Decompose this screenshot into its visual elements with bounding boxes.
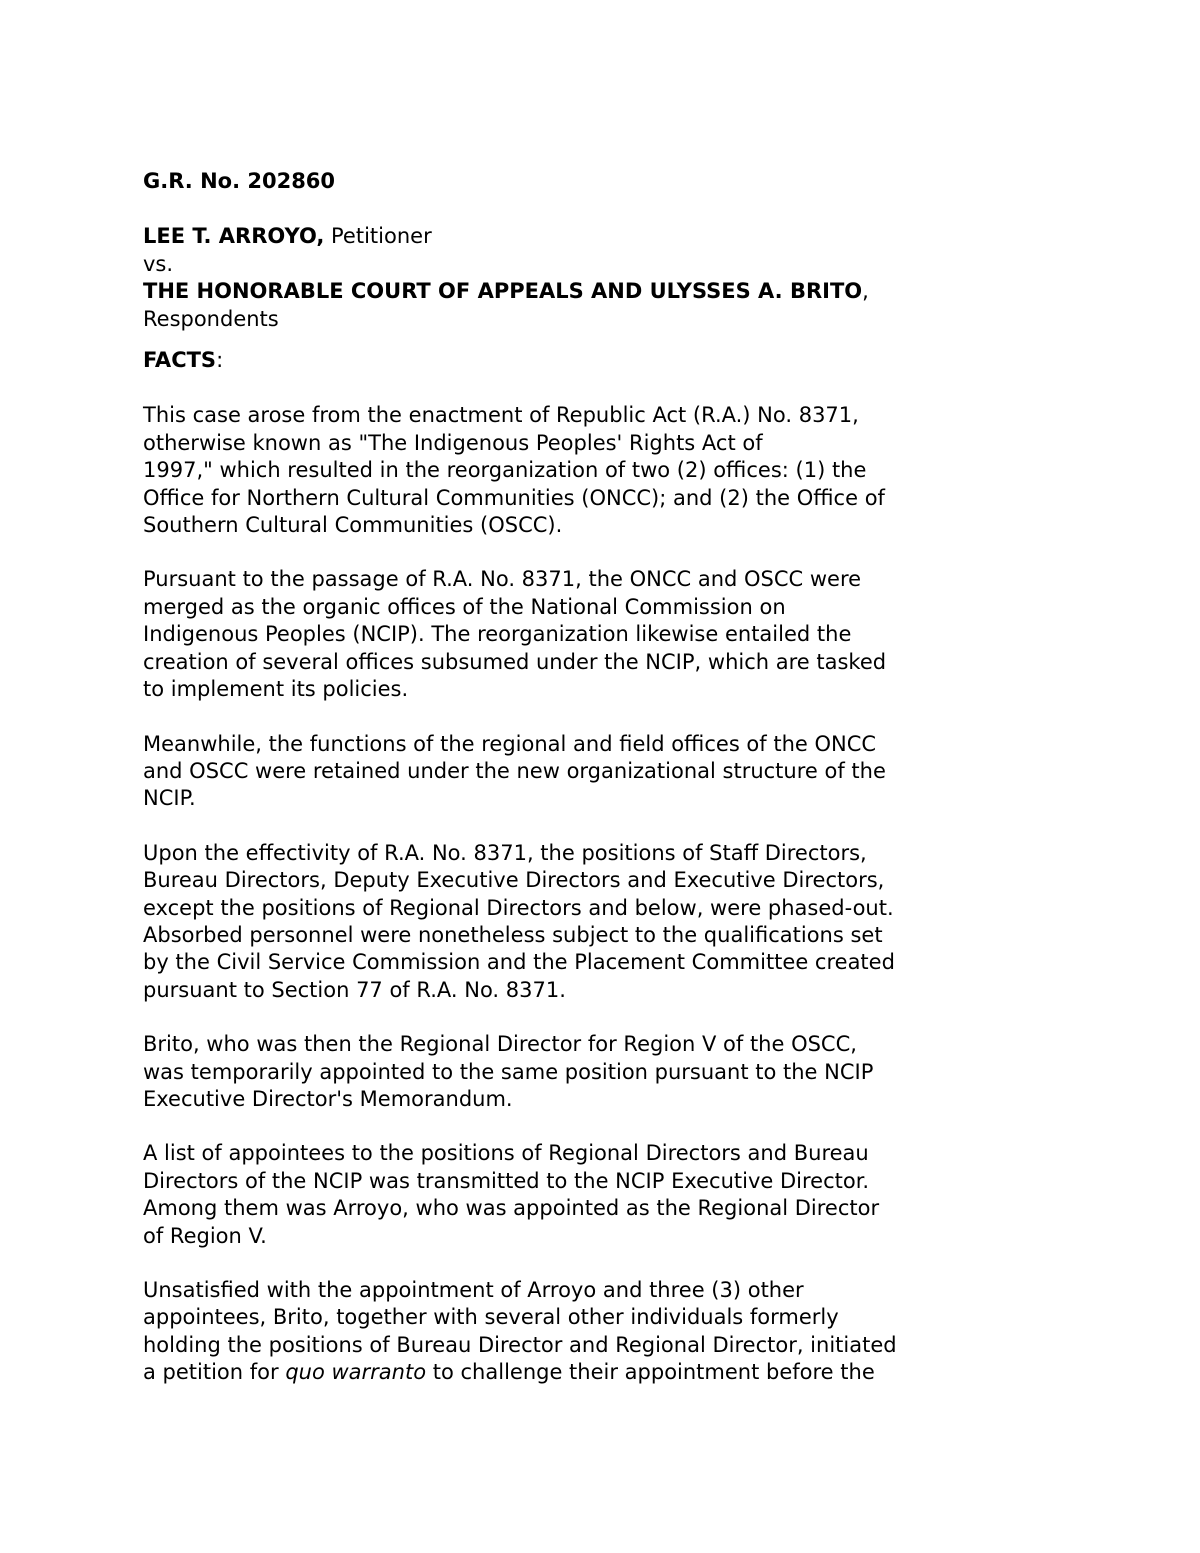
paragraph-line: Brito, who was then the Regional Director for Region V of the OSCC,	[143, 1032, 857, 1057]
paragraph	[143, 840, 1013, 1004]
petitioner-line	[143, 223, 1013, 250]
paragraph	[143, 566, 1013, 703]
paragraph-line: Executive Director's Memorandum.	[143, 1086, 513, 1111]
paragraph-line	[143, 1359, 1013, 1386]
facts-body	[143, 402, 1013, 1386]
paragraph-line: except the positions of Regional Directors and below, were phased-out.	[143, 895, 894, 920]
petitioner-name: LEE T. ARROYO,	[143, 224, 325, 249]
case-number: G.R. No. 202860	[143, 169, 336, 193]
document-page	[143, 168, 1013, 1414]
paragraph-line: and OSCC were retained under the new organizational structure of the	[143, 758, 886, 783]
paragraph-line: was temporarily appointed to the same position pursuant to the NCIP	[143, 1059, 874, 1084]
facts-heading-colon: :	[216, 348, 224, 373]
paragraph-line: Absorbed personnel were nonetheless subject to the qualifications set	[143, 922, 883, 947]
petitioner-role: Petitioner	[324, 224, 432, 249]
paragraph-line: Meanwhile, the functions of the regional and field offices of the ONCC	[143, 731, 877, 756]
versus-label: vs.	[143, 251, 174, 276]
respondents-comma: ,	[862, 279, 869, 304]
paragraph-line: appointees, Brito, together with several other individuals formerly	[143, 1305, 839, 1330]
case-parties	[143, 223, 1013, 333]
paragraph-line: pursuant to Section 77 of R.A. No. 8371.	[143, 977, 566, 1002]
respondents-role: Respondents	[143, 306, 279, 331]
paragraph-line: Among them was Arroyo, who was appointed as the Regional Director	[143, 1196, 880, 1221]
paragraph-line: This case arose from the enactment of Republic Act (R.A.) No. 8371,	[143, 403, 859, 428]
paragraph-line: Upon the effectivity of R.A. No. 8371, the positions of Staff Directors,	[143, 840, 867, 865]
paragraph	[143, 1140, 1013, 1250]
facts-heading-text: FACTS	[143, 348, 217, 373]
paragraph-line: merged as the organic offices of the National Commission on	[143, 594, 786, 619]
facts-heading	[143, 347, 1013, 374]
paragraph	[143, 731, 1013, 813]
paragraph-line: of Region V.	[143, 1223, 267, 1248]
respondents-line	[143, 278, 1013, 305]
line-text: a petition for	[143, 1360, 286, 1385]
paragraph-line: Unsatisfied with the appointment of Arroyo and three (3) other	[143, 1278, 804, 1302]
paragraph	[143, 402, 1013, 539]
paragraph-line: Directors of the NCIP was transmitted to the NCIP Executive Director.	[143, 1168, 870, 1193]
paragraph-line: Bureau Directors, Deputy Executive Directors and Executive Directors,	[143, 868, 885, 893]
respondents-name: THE HONORABLE COURT OF APPEALS AND ULYSSES A. BRITO	[143, 279, 863, 304]
paragraph-line: NCIP.	[143, 786, 196, 811]
line-text: to challenge their appointment before the	[426, 1360, 875, 1385]
paragraph	[143, 1277, 1013, 1387]
paragraph-line: by the Civil Service Commission and the Placement Committee created	[143, 950, 895, 975]
paragraph-line: holding the positions of Bureau Director and Regional Director, initiated	[143, 1332, 897, 1357]
paragraph-line: otherwise known as "The Indigenous Peoples' Rights Act of	[143, 430, 763, 455]
paragraph-line: Indigenous Peoples (NCIP). The reorganization likewise entailed the	[143, 622, 852, 647]
paragraph-line: Southern Cultural Communities (OSCC).	[143, 513, 563, 538]
paragraph-line: 1997," which resulted in the reorganization of two (2) offices: (1) the	[143, 458, 867, 483]
paragraph-line: A list of appointees to the positions of Regional Directors and Bureau	[143, 1141, 869, 1166]
paragraph-line: creation of several offices subsumed under the NCIP, which are tasked	[143, 649, 887, 674]
paragraph	[143, 1031, 1013, 1113]
paragraph-line: to implement its policies.	[143, 677, 409, 702]
paragraph-line: Office for Northern Cultural Communities (ONCC); and (2) the Office of	[143, 485, 885, 510]
italic-term: quo warranto	[285, 1360, 427, 1385]
paragraph-line: Pursuant to the passage of R.A. No. 8371, the ONCC and OSCC were	[143, 567, 862, 592]
